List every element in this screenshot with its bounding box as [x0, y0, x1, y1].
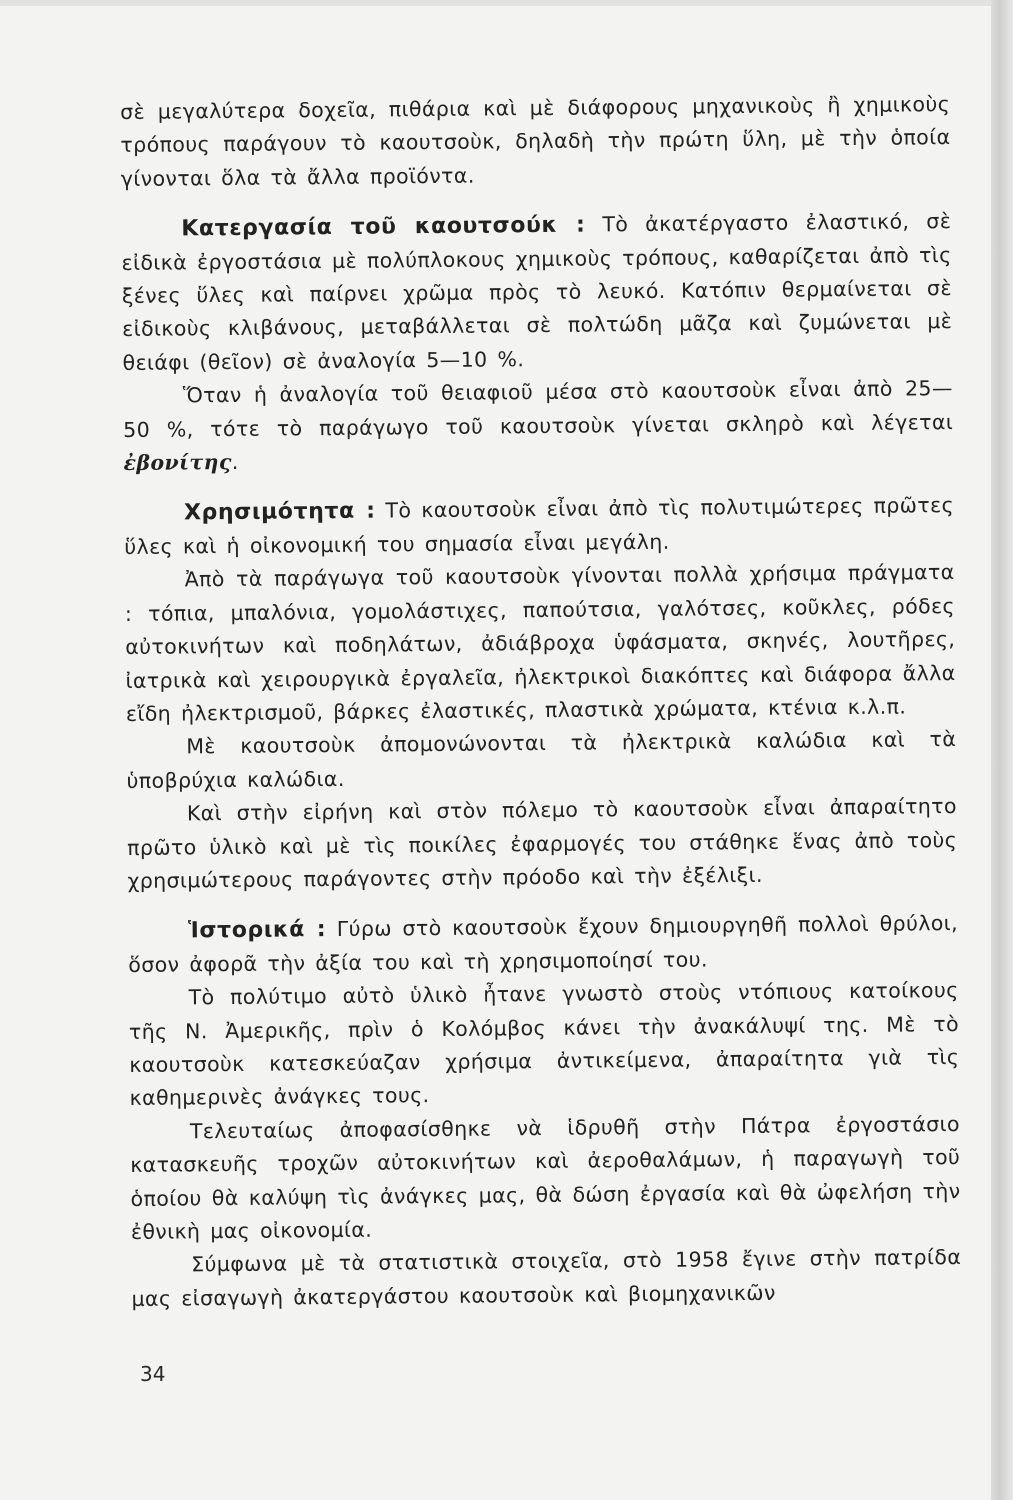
heading-usefulness: Χρησιμότητα : — [183, 499, 376, 526]
ebonite-text: Ὅταν ἡ ἀναλογία τοῦ θειαφιοῦ μέσα στὸ καουτσοὺκ εἶναι ἀπὸ 25—50 %, τότε τὸ παράγωγο τοῦ καουτσοὺκ γίνεται σκληρὸ καὶ λέγεται — [123, 376, 954, 442]
paragraph-intro: σὲ μεγαλύτερα δοχεῖα, πιθάρια καὶ μὲ διάφορους μηχανικοὺς ἢ χημικοὺς τρόπους παράγουν τὸ καουτσοὺκ, δηλαδὴ τὴν πρώτη ὕλη, μὲ τὴν ὁποία γίνονται ὅλα τὰ ἄλλα προϊόντα. — [120, 92, 951, 191]
page-top-edge — [0, 0, 1013, 6]
paragraph-patra-factory: Τελευταίως ἀποφασίσθηκε νὰ ἱδρυθῆ στὴν Πάτρα ἐργοστάσιο κατασκευῆς τροχῶν αὐτοκινήτων καὶ ἀεροθαλάμων, ἡ παραγωγὴ τοῦ ὁποίου θὰ καλύψη τὶς ἀνάγκες μας, θὰ δώση ἐργασία καὶ θὰ ὠφελήση τὴν ἐθνικὴ μας οἰκονομία. — [130, 1111, 961, 1244]
paragraph-usefulness — [124, 489, 955, 564]
usefulness-text: Τὸ καουτσοὺκ εἶναι ἀπὸ τὶς πολυτιμώτερες πρῶτες ὕλες καὶ ἡ οἰκονομική του σημασία εἶναι μεγάλη. — [124, 493, 955, 559]
paragraph-cables: Μὲ καουτσοὺκ ἀπομονώνονται τὰ ἠλεκτρικὰ καλώδια καὶ τὰ ὑποβρύχια καλώδια. — [126, 727, 957, 793]
page-number: 34 — [140, 1362, 166, 1386]
paragraph-ebonite — [123, 372, 954, 480]
processing-text: Τὸ ἀκατέργαστο ἐλαστικό, σὲ εἰδικὰ ἐργοστάσια μὲ πολύπλοκους χημικοὺς τρόπους, καθαρίζεται ἀπὸ τὶς ξένες ὕλες καὶ παίρνει χρῶμα πρὸς τὸ λευκό. Κατόπιν θερμαίνεται σὲ εἰδικοὺς κλιβάνους, μεταβάλλεται σὲ πολτώδη μᾶζα καὶ ζυμώνεται μὲ θειάφι (θεῖον) σὲ ἀναλογία 5—10 %. — [121, 209, 953, 375]
heading-processing: Κατεργασία τοῦ καουτσούκ : — [181, 212, 586, 242]
page-right-edge — [991, 0, 1013, 1500]
ebonite-period: . — [231, 449, 239, 475]
heading-history: Ἱστορικά : — [187, 917, 327, 944]
ebonite-term: ἐβονίτης — [123, 450, 232, 476]
paragraph-products: Ἀπὸ τὰ παράγωγα τοῦ καουτσοὺκ γίνονται πολλὰ χρήσιμα πράγματα : τόπια, μπαλόνια, γομολάστιχες, παπούτσια, γαλότσες, κοῦκλες, ρόδες αὐτοκινήτων καὶ ποδηλάτων, ἀδιάβροχα ὑφάσματα, σκηνές, λουτῆρες, ἰατρικὰ καὶ χειρουργικὰ ἐργαλεῖα, ἠλεκτρικοὶ διακόπτες καὶ διάφορα ἄλλα εἴδη ἠλεκτρισμοῦ, βάρκες ἐλαστικές, πλαστικὰ χρώματα, κτένια κ.λ.π. — [124, 560, 956, 726]
paragraph-statistics: Σύμφωνα μὲ τὰ στατιστικὰ στοιχεῖα, στὸ 1958 ἔγινε στὴν πατρίδα μας εἰσαγωγὴ ἀκατεργάστου καουτσοὺκ καὶ βιομηχανικῶν — [131, 1245, 962, 1311]
paragraph-peace-war: Καὶ στὴν εἰρήνη καὶ στὸν πόλεμο τὸ καουτσοὺκ εἶναι ἀπαραίτητο πρῶτο ὑλικὸ καὶ μὲ τὶς ποικίλες ἐφαρμογές του στάθηκε ἕνας ἀπὸ τοὺς χρησιμώτερους παράγοντες στὴν πρόοδο καὶ τὴν ἐξέλιξι. — [127, 794, 958, 893]
paragraph-processing — [121, 205, 953, 380]
paragraph-history — [128, 907, 959, 982]
page-body-text — [120, 88, 962, 1316]
history-text: Γύρω στὸ καουτσοὺκ ἔχουν δημιουργηθῆ πολλοὶ θρύλοι, ὅσον ἀφορᾶ τὴν ἀξία του καὶ τὴ χρησιμοποίησί του. — [128, 911, 959, 977]
paragraph-america: Τὸ πολύτιμο αὐτὸ ὑλικὸ ἦτανε γνωστὸ στοὺς ντόπιους κατοίκους τῆς Ν. Ἀμερικῆς, πρὶν ὁ Κολόμβος κάνει τὴν ἀνακάλυψί της. Μὲ τὸ καουτσοὺκ κατεσκεύαζαν χρήσιμα ἀντικείμενα, ἀπαραίτητα γιὰ τὶς καθημερινὲς ἀνάγκες τους. — [128, 978, 960, 1111]
